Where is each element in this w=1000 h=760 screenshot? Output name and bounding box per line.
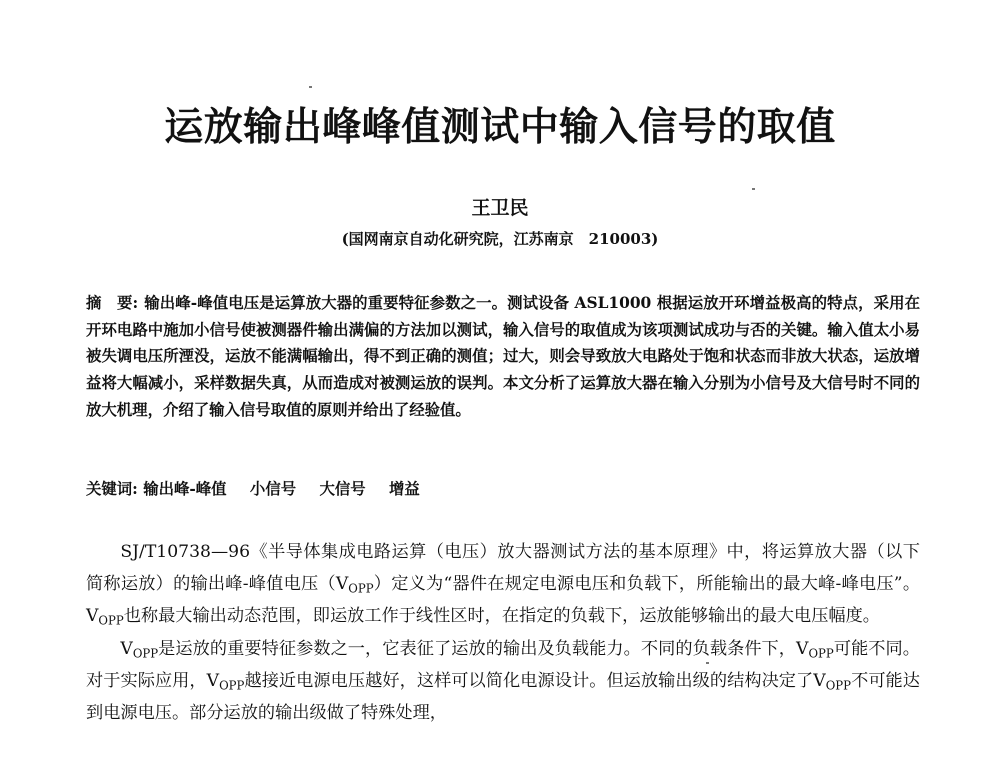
vopp-symbol: $V_{OPP}$ — [796, 638, 834, 660]
abstract — [86, 290, 920, 424]
keyword: 小信号 — [249, 480, 297, 498]
vopp-symbol: $V_{OPP}$ — [120, 638, 159, 660]
keyword: 输出峰-峰值 — [143, 480, 227, 498]
author-name: 王卫民 — [471, 197, 529, 219]
keywords — [86, 477, 920, 501]
abstract-text: 输出峰-峰值电压是运算放大器的重要特征参数之一。测试设备 ASL1000 根据运放开环增益极高的特点，采用在开环电路中施加小信号使被测器件输出满偏的方法加以测试，输入信号的取值成为该项测试成功与否的关键。输入值太小易被失调电压所湮没，运放不能满幅输出，得不到正确的测值；过大，则会导致放大电路处于饱和状态而非放大状态，运放增益将大幅减小，采样数据失真，从而造成对被测运放的误判。本文分析了运算放大器在输入分别为小信号及大信号时不同的放大机理，介绍了输入信号取值的原则并给出了经验值。 — [86, 294, 920, 419]
text-segment: 越接近电源电压越好，这样可以简化电源设计。但运放输出级的结构决定了 — [244, 670, 814, 691]
text-segment: ）定义为“器件在规定电源电压和负载下，所能输出的最大峰-峰电压”。 — [373, 574, 921, 595]
vopp-symbol: $V_{OPP}$ — [86, 606, 124, 628]
scan-speck — [309, 86, 312, 88]
paper-title: 运放输出峰峰值测试中输入信号的取值 — [164, 105, 836, 150]
body-paragraph — [86, 633, 920, 730]
author-affiliation: (国网南京自动化研究院，江苏南京 210003) — [341, 230, 659, 248]
body-text — [86, 536, 920, 729]
text-segment: 是运放的重要特征参数之一，它表征了运放的输出及负载能力。不同的负载条件下， — [158, 638, 797, 659]
keyword: 大信号 — [319, 480, 366, 498]
vopp-symbol: $V_{OPP}$ — [335, 574, 374, 596]
scan-speck — [752, 188, 755, 190]
text-segment: 也称最大输出动态范围，即运放工作于线性区时，在指定的负载下，运放能够输出的最大电压幅度。 — [123, 606, 880, 627]
vopp-symbol: $V_{OPP}$ — [206, 670, 245, 693]
keywords-label: 关键词: — [86, 480, 138, 498]
text-segment: 可能不同。对于实际应用， — [86, 638, 920, 691]
vopp-symbol: $V_{OPP}$ — [813, 670, 852, 693]
abstract-label: 摘 要: — [86, 294, 139, 312]
text-segment: 不可能达到电源电压。部分运放的输出级做了特殊处理， — [86, 670, 920, 724]
keyword: 增益 — [389, 480, 420, 498]
body-paragraph — [86, 536, 920, 633]
text-segment: SJ/T10738—96《半导体集成电路运算（电压）放大器测试方法的基本原理》中，将运算放大器（以下简称运放）的输出峰-峰值电压（ — [86, 542, 920, 595]
